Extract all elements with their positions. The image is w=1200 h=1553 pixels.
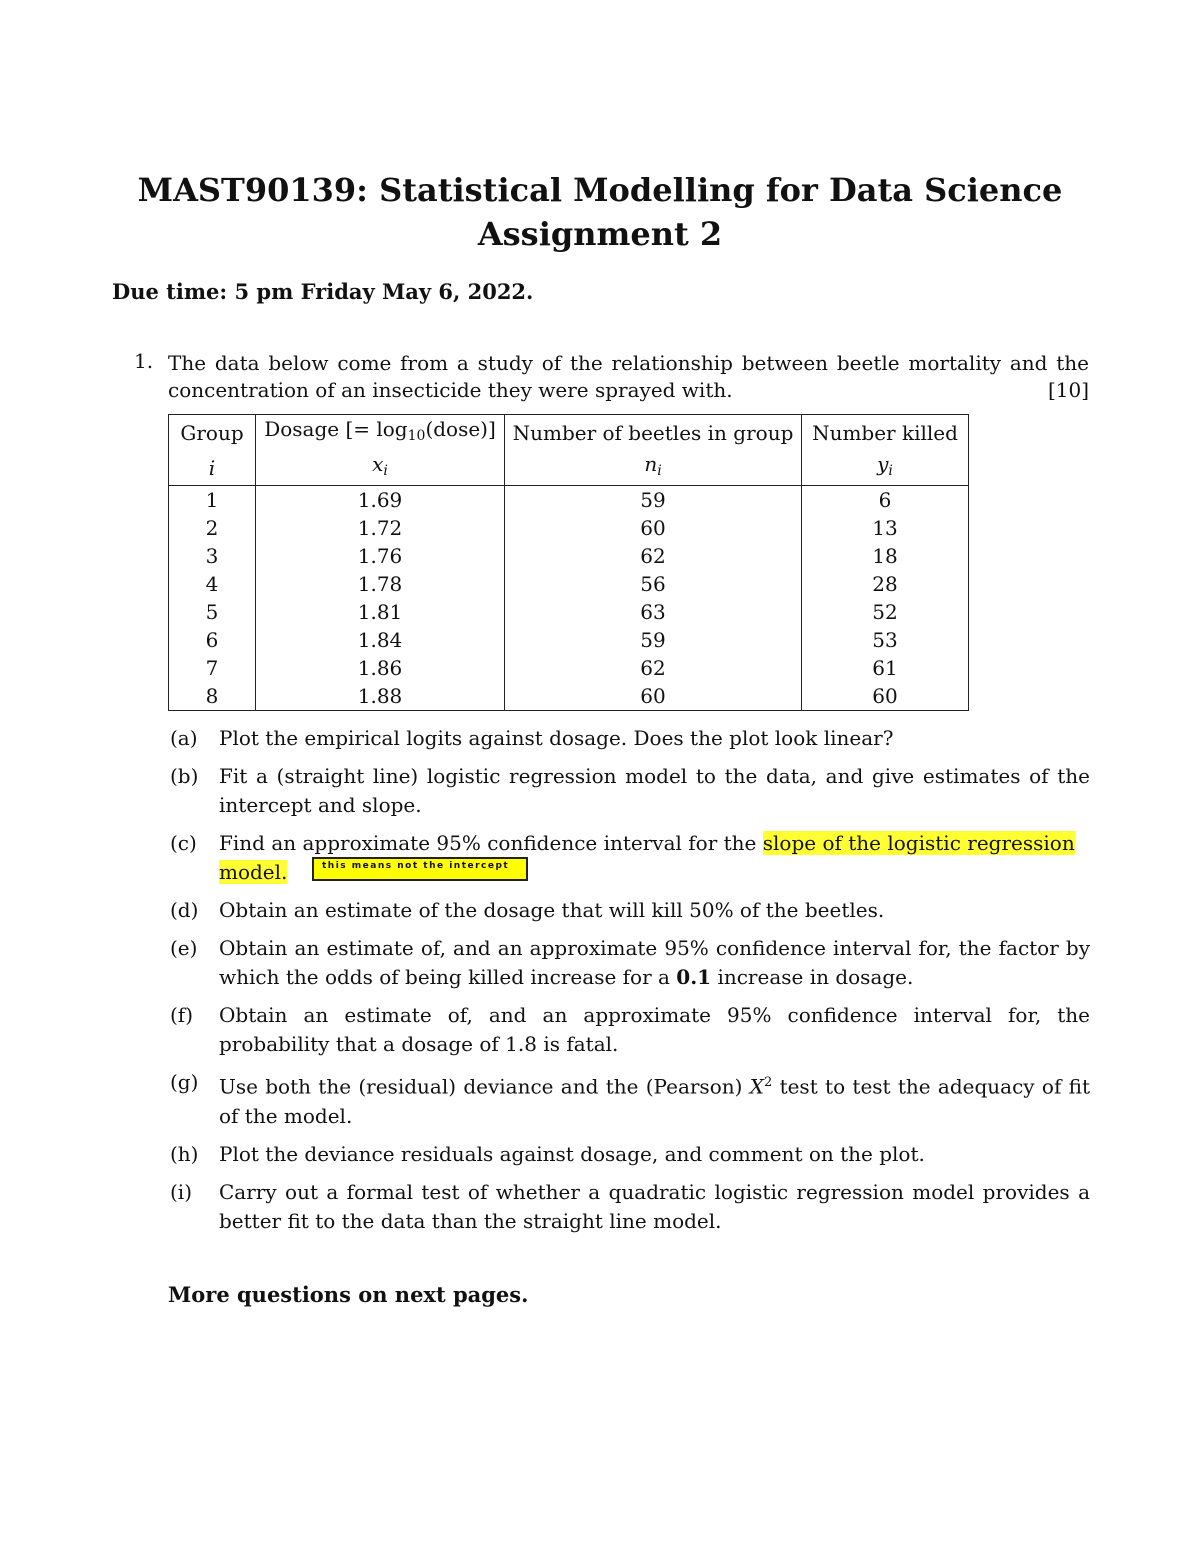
- table-cell: 62: [505, 654, 802, 682]
- header-dosage-text-end: (dose)]: [425, 417, 496, 441]
- subheader-y-sub: i: [888, 463, 893, 479]
- table-cell: 6: [169, 626, 256, 654]
- table-row: [169, 682, 969, 711]
- part-label: (e): [170, 936, 198, 960]
- table-cell: 1.69: [256, 486, 505, 515]
- table-row: [169, 542, 969, 570]
- part-label: (b): [170, 764, 199, 788]
- part-text-segment: increase in dosage.: [711, 965, 914, 989]
- subheader-n-sub: i: [657, 463, 662, 479]
- annotation-note[interactable]: this means not the intercept: [312, 857, 528, 881]
- highlighted-text: slope of the logistic regression: [762, 831, 1075, 855]
- due-time: Due time: 5 pm Friday May 6, 2022.: [112, 279, 534, 304]
- part-text: [219, 934, 1090, 992]
- subheader-x-sub: i: [383, 463, 388, 479]
- table-cell: 5: [169, 598, 256, 626]
- document-subtitle: Assignment 2: [477, 215, 723, 253]
- part-text: [219, 1068, 1090, 1131]
- table-cell: 56: [505, 570, 802, 598]
- subheader-n: [505, 450, 802, 486]
- header-dosage: [256, 415, 505, 451]
- part-label: (f): [170, 1003, 194, 1027]
- subheader-x: [256, 450, 505, 486]
- part-e: [170, 934, 1090, 992]
- part-label: (h): [170, 1141, 199, 1166]
- part-h: [170, 1140, 1090, 1169]
- part-text-segment: Find an approximate 95% confidence interval for the: [219, 831, 763, 855]
- header-dosage-text: Dosage [= log: [264, 417, 408, 441]
- part-text: Obtain an estimate of, and an approximate 95% confidence interval for, the probability that a dosage of 1.8 is fatal.: [219, 1003, 1090, 1056]
- table-cell: 59: [505, 626, 802, 654]
- table-cell: 13: [802, 514, 969, 542]
- table-row: [169, 486, 969, 515]
- question-parts: [170, 724, 1090, 1245]
- part-text-segment: Use both the (residual) deviance and the (Pearson): [219, 1074, 750, 1099]
- table-cell: 62: [505, 542, 802, 570]
- table-row: [169, 514, 969, 542]
- subheader-y-var: y: [877, 452, 889, 476]
- table-cell: 1.88: [256, 682, 505, 711]
- table-cell: 59: [505, 486, 802, 515]
- header-number-killed: Number killed: [802, 415, 969, 451]
- subheader-x-var: x: [372, 452, 384, 476]
- subheader-y: [802, 450, 969, 486]
- part-text: Plot the deviance residuals against dosage, and comment on the plot.: [219, 1141, 925, 1166]
- part-label: (g): [170, 1070, 199, 1094]
- header-group: Group: [169, 415, 256, 451]
- table-cell: 1.84: [256, 626, 505, 654]
- part-text: Carry out a formal test of whether a quadratic logistic regression model provides a better fit to the data than the straight line model.: [219, 1179, 1090, 1233]
- table-cell: 28: [802, 570, 969, 598]
- question-text-line2: concentration of an insecticide they were sprayed with.: [168, 378, 733, 402]
- part-a: [170, 724, 1090, 753]
- math-symbol: X: [749, 1074, 764, 1099]
- part-g: [170, 1068, 1090, 1131]
- table-cell: 18: [802, 542, 969, 570]
- table-row: [169, 598, 969, 626]
- table-cell: 60: [505, 514, 802, 542]
- table-cell: 1.78: [256, 570, 505, 598]
- part-b: [170, 762, 1090, 820]
- table-cell: 1.76: [256, 542, 505, 570]
- part-label: (a): [170, 726, 198, 750]
- part-d: [170, 896, 1090, 925]
- part-label: (i): [170, 1179, 193, 1204]
- table-cell: 1: [169, 486, 256, 515]
- table-cell: 60: [505, 682, 802, 711]
- part-text: Fit a (straight line) logistic regression model to the data, and give estimates of the intercept and slope.: [219, 764, 1090, 817]
- data-table: [168, 414, 969, 711]
- question-number: 1.: [134, 349, 154, 373]
- part-text: Obtain an estimate of the dosage that will kill 50% of the beetles.: [219, 898, 885, 922]
- table-cell: 7: [169, 654, 256, 682]
- table-cell: 4: [169, 570, 256, 598]
- part-label: (c): [170, 831, 197, 855]
- table-cell: 1.72: [256, 514, 505, 542]
- part-text-segment: Obtain an estimate of, and an approximate 95% confidence interval for, the factor by which the odds of being killed increase for a: [219, 936, 1090, 989]
- table-cell: 61: [802, 654, 969, 682]
- question-marks: [10]: [1047, 378, 1089, 402]
- bold-value: 0.1: [676, 965, 712, 989]
- table-cell: 1.81: [256, 598, 505, 626]
- table-cell: 6: [802, 486, 969, 515]
- subheader-i: i: [169, 450, 256, 486]
- table-row: [169, 654, 969, 682]
- table-cell: 63: [505, 598, 802, 626]
- table-cell: 53: [802, 626, 969, 654]
- table-row: [169, 570, 969, 598]
- part-c: [170, 829, 1090, 887]
- header-dosage-subscript: 10: [407, 428, 426, 444]
- table-row: [169, 626, 969, 654]
- table-cell: 52: [802, 598, 969, 626]
- highlighted-text: model.: [219, 860, 288, 884]
- subheader-n-var: n: [644, 452, 658, 476]
- table-cell: 2: [169, 514, 256, 542]
- part-label: (d): [170, 898, 199, 922]
- part-f: [170, 1001, 1090, 1059]
- table-cell: 3: [169, 542, 256, 570]
- part-i: [170, 1178, 1090, 1236]
- table-cell: 8: [169, 682, 256, 711]
- part-text: Plot the empirical logits against dosage. Does the plot look linear?: [219, 726, 894, 750]
- table-cell: 60: [802, 682, 969, 711]
- math-superscript: 2: [763, 1075, 773, 1090]
- table-cell: 1.86: [256, 654, 505, 682]
- document-title: MAST90139: Statistical Modelling for Data Science: [137, 171, 1063, 209]
- footer-note: More questions on next pages.: [168, 1282, 529, 1307]
- part-text-segment: test to test the adequacy of fit of the model.: [219, 1074, 1091, 1128]
- header-number-beetles: Number of beetles in group: [505, 415, 802, 451]
- question-text-line1: The data below come from a study of the relationship between beetle mortality and the: [168, 351, 1089, 375]
